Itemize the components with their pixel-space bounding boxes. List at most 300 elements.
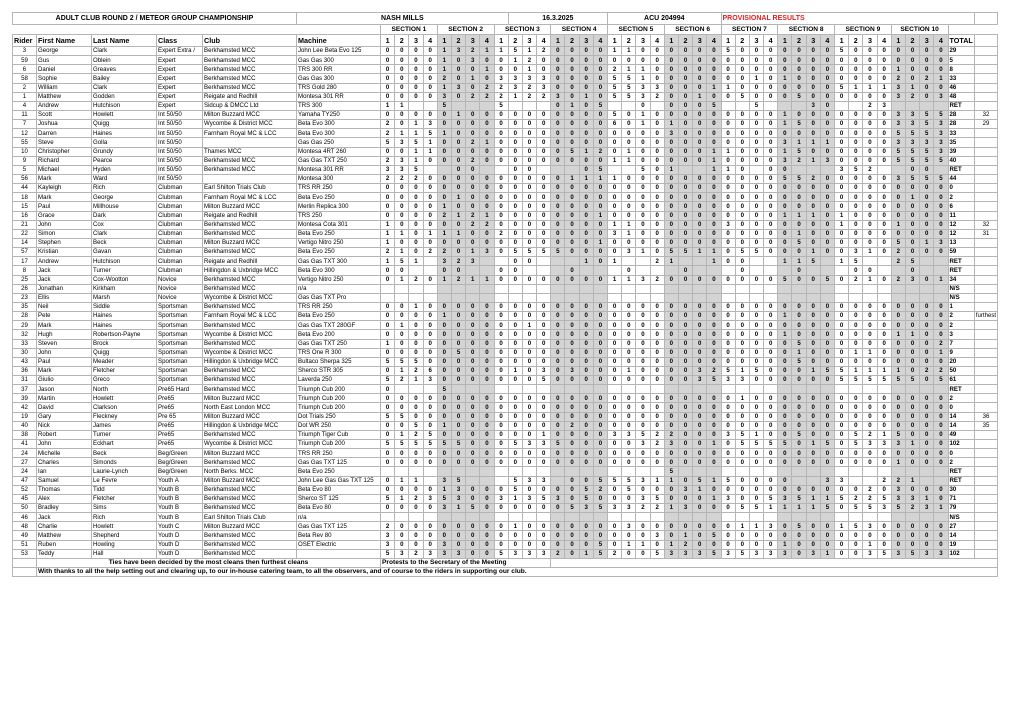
section-score: 0 [792,366,806,375]
section-score: 0 [565,540,579,549]
section-score [508,385,522,394]
section-score: 0 [835,430,849,439]
section-score [693,467,707,476]
section-score: 1 [409,302,423,311]
section-score: 0 [579,540,593,549]
section-score: 0 [636,531,650,540]
section-score: 0 [835,92,849,101]
section-score: 0 [820,458,834,467]
last-name: Haines [92,312,157,321]
section-score: 0 [608,138,622,147]
section-score: 0 [934,412,948,421]
section-score: 5 [508,47,522,56]
section-score: 5 [749,101,763,110]
section-score: 0 [551,47,565,56]
section-score: 0 [565,238,579,247]
section-score: 0 [678,229,692,238]
section-score: 0 [735,403,749,412]
section-score: 0 [664,92,678,101]
section-score: 1 [409,129,423,138]
total-score: N/S [948,513,974,522]
section-score: 0 [849,74,863,83]
section-score: 0 [551,531,565,540]
section-score: 2 [466,156,480,165]
section-score: 0 [494,156,508,165]
last-name: Pearce [92,156,157,165]
section-score: 3 [437,92,451,101]
section-score: 0 [395,330,409,339]
section-score: 3 [508,83,522,92]
section-score: 0 [451,540,465,549]
section-score: 0 [437,430,451,439]
section-score: 0 [608,458,622,467]
section-score [593,467,607,476]
section-score: 0 [664,449,678,458]
section-score: 0 [508,120,522,129]
section-score: 5 [721,366,735,375]
table-row [13,65,998,74]
section-score: 0 [764,74,778,83]
section-score: 0 [806,330,820,339]
section-score: 0 [749,339,763,348]
section-score: 0 [678,321,692,330]
section-score [636,284,650,293]
section-score: 0 [650,330,664,339]
section-score: 0 [693,302,707,311]
section-score: 0 [721,321,735,330]
section-score: 1 [891,220,905,229]
tie-break-note [974,101,997,110]
section-score: 0 [707,504,721,513]
section-score: 0 [764,229,778,238]
section-score: 0 [707,412,721,421]
section-score: 0 [735,531,749,540]
section-score: 1 [395,248,409,257]
section-score: 1 [437,312,451,321]
section-score: 5 [835,47,849,56]
section-score: 0 [650,485,664,494]
last-name: Grundy [92,147,157,156]
section-score: 5 [622,476,636,485]
section-score: 5 [735,92,749,101]
section-score: 5 [451,348,465,357]
section-score: 0 [778,238,792,247]
section-score [863,513,877,522]
last-name: Cox-Wootton [92,275,157,284]
section-score [522,385,536,394]
last-name: Fletcher [92,366,157,375]
section-score: 0 [437,174,451,183]
section-score: 0 [608,302,622,311]
section-score: 0 [806,403,820,412]
section-score: 5 [608,92,622,101]
section-score [678,257,692,266]
section-score: 5 [849,257,863,266]
section-score: 0 [749,147,763,156]
section-score: 1 [877,430,891,439]
section-score: 0 [849,110,863,119]
section-score: 0 [565,312,579,321]
section-score: 3 [934,549,948,558]
section-score: 0 [551,412,565,421]
section-score: 0 [381,83,395,92]
section-score: 0 [806,312,820,321]
tie-break-note [974,485,997,494]
section-score: 0 [650,248,664,257]
section-score: 0 [835,156,849,165]
lap-number: 3 [806,35,820,47]
section-score: 1 [622,156,636,165]
section-score: 0 [877,110,891,119]
section-score: 0 [381,74,395,83]
section-score [622,293,636,302]
last-name: Sims [92,504,157,513]
col-last-name: Last Name [92,35,157,47]
section-score: 0 [395,47,409,56]
section-score: 0 [920,184,934,193]
section-score: 0 [508,348,522,357]
section-score: 0 [437,366,451,375]
section-score: 0 [835,312,849,321]
section-score: 0 [494,202,508,211]
section-score: 0 [537,110,551,119]
section-score: 0 [565,330,579,339]
section-score: 0 [494,238,508,247]
section-score: 5 [565,504,579,513]
club: Berkhamsted MCC [203,385,297,394]
section-score: 0 [749,220,763,229]
rider-number: 29 [13,321,37,330]
section-score: 1 [664,476,678,485]
section-score: 0 [608,449,622,458]
section-score: 0 [451,330,465,339]
rider-number: 53 [13,549,37,558]
section-score: 0 [551,193,565,202]
section-score [437,284,451,293]
section-score: 0 [806,74,820,83]
section-score: 0 [409,83,423,92]
section-score [437,165,451,174]
section-score: 3 [608,504,622,513]
machine: Gas Gas TXT 300 [297,257,381,266]
section-score: 0 [480,421,494,430]
section-score: 0 [749,211,763,220]
section-score: 0 [423,174,437,183]
section-score: 0 [820,330,834,339]
section-score: 0 [593,403,607,412]
section-score: 0 [551,366,565,375]
class: Sportsman [157,348,203,357]
section-score: 0 [778,248,792,257]
section-score: 0 [835,275,849,284]
section-score [636,467,650,476]
section-score: 0 [721,312,735,321]
section-score: 3 [551,92,565,101]
total-score: 2 [948,193,974,202]
section-score: 0 [806,531,820,540]
section-score: 3 [806,101,820,110]
section-score: 0 [905,266,919,275]
section-score [877,165,891,174]
section-score [565,513,579,522]
section-score: 2 [891,476,905,485]
club: Berkhamsted MCC [203,74,297,83]
tie-break-note [974,394,997,403]
table-row [13,248,998,257]
section-score: 0 [905,321,919,330]
section-score: 0 [409,74,423,83]
rider-number: 21 [13,220,37,229]
section-score: 0 [423,275,437,284]
section-score [579,284,593,293]
table-row [13,220,998,229]
section-score: 0 [522,257,536,266]
last-name: George [92,193,157,202]
section-score: 0 [934,522,948,531]
machine: Yamaha TY250 [297,110,381,119]
section-score: 0 [764,321,778,330]
section-score: 0 [650,540,664,549]
section-score: 0 [466,348,480,357]
section-score: 0 [579,312,593,321]
section-score: 0 [835,421,849,430]
section-score: 0 [707,458,721,467]
section-score: 0 [749,421,763,430]
section-score: 0 [565,120,579,129]
section-score: 0 [664,275,678,284]
section-score: 0 [437,348,451,357]
section-score: 0 [792,56,806,65]
section-score [650,284,664,293]
section-score: 0 [920,540,934,549]
section-score [778,467,792,476]
total-score: RET [948,266,974,275]
section-score [820,513,834,522]
section-score: 0 [423,449,437,458]
table-row [13,549,998,558]
section-score: 1 [437,275,451,284]
section-score: 0 [735,330,749,339]
section-score: 1 [664,120,678,129]
section-score: 0 [409,321,423,330]
table-row [13,47,998,56]
section-score: 0 [593,129,607,138]
section-score: 0 [877,275,891,284]
section-score: 1 [863,540,877,549]
section-score: 0 [480,449,494,458]
section-score: 0 [494,220,508,229]
section-score: 0 [451,266,465,275]
permit-number: ACU 204994 [608,13,722,25]
table-row [13,293,998,302]
rider-number: 4 [13,101,37,110]
section-score: 0 [466,376,480,385]
section-score: 5 [934,110,948,119]
section-score: 3 [636,92,650,101]
section-score [920,513,934,522]
section-score [877,385,891,394]
section-score: 0 [693,202,707,211]
section-score: 0 [522,184,536,193]
section-score: 0 [480,504,494,513]
section-score: 0 [764,248,778,257]
section-score: 0 [806,83,820,92]
section-score [551,266,565,275]
class: Clubman [157,257,203,266]
section-score: 0 [863,174,877,183]
section-score: 5 [835,83,849,92]
section-score: 0 [905,339,919,348]
last-name: Haines [92,321,157,330]
section-score: 0 [381,403,395,412]
section-score [820,385,834,394]
section-score [480,513,494,522]
section-score: 0 [466,421,480,430]
rider-number: 58 [13,74,37,83]
section-score: 0 [480,394,494,403]
lap-number: 3 [636,35,650,47]
section-score: 0 [664,522,678,531]
section-score: 0 [721,421,735,430]
section-score: 3 [905,120,919,129]
section-score: 0 [721,184,735,193]
section-score: 0 [849,312,863,321]
first-name: Gus [37,56,92,65]
section-score: 0 [551,302,565,311]
section-score: 0 [409,184,423,193]
section-score: 1 [693,485,707,494]
section-score: 1 [636,120,650,129]
section-score: 2 [934,339,948,348]
section-score: 0 [792,394,806,403]
club: Farnham Royal MC & LCC [203,312,297,321]
section-score: 2 [565,421,579,430]
club: Wycombe & District MCC [203,440,297,449]
section-score: 5 [381,412,395,421]
rider-number: 39 [13,394,37,403]
club: Berkhamsted MCC [203,366,297,375]
section-score: 0 [650,74,664,83]
section-score: 0 [707,202,721,211]
section-score: 0 [466,65,480,74]
section-score: 0 [735,65,749,74]
section-score: 0 [423,403,437,412]
lap-number: 2 [508,35,522,47]
section-score: 0 [579,248,593,257]
table-row [13,522,998,531]
section-score: 0 [508,147,522,156]
section-score: 1 [437,47,451,56]
section-score: 0 [537,403,551,412]
section-score: 0 [678,458,692,467]
section-score: 0 [707,321,721,330]
section-score: 1 [593,238,607,247]
section-score: 0 [381,92,395,101]
section-score: 0 [934,65,948,74]
section-score: 0 [537,302,551,311]
section-score: 0 [664,156,678,165]
section-score: 0 [749,120,763,129]
section-score: 0 [863,321,877,330]
section-score [423,101,437,110]
section-score: 5 [593,101,607,110]
tie-break-note [974,138,997,147]
section-score: 5 [381,357,395,366]
section-score: 0 [381,184,395,193]
section-score: 0 [835,412,849,421]
machine: n/a [297,513,381,522]
section-score [863,467,877,476]
section-score [466,101,480,110]
section-score: 3 [537,440,551,449]
section-score: 0 [920,531,934,540]
section-score: 0 [806,522,820,531]
section-score: 0 [451,248,465,257]
section-score: 0 [551,339,565,348]
section-score: 0 [678,494,692,503]
section-score: 0 [678,430,692,439]
section-score: 0 [820,339,834,348]
section-score: 0 [480,129,494,138]
section-score: 0 [835,348,849,357]
club: Berkhamsted MCC [203,549,297,558]
section-score [863,385,877,394]
section-score: 0 [891,421,905,430]
section-score: 0 [395,302,409,311]
section-score [409,293,423,302]
section-score: 0 [764,449,778,458]
tie-break-note: 31 [974,229,997,238]
section-score: 0 [579,366,593,375]
section-score [622,467,636,476]
tie-break-note [974,430,997,439]
lap-number: 4 [820,35,834,47]
section-score: 0 [451,147,465,156]
machine: Gas Gas TXT 125 [297,458,381,467]
section-score: 1 [820,549,834,558]
class: Sportsman [157,312,203,321]
lap-number: 1 [437,35,451,47]
section-score: 1 [409,120,423,129]
section-score: 1 [806,156,820,165]
section-score: 0 [735,540,749,549]
section-score: 0 [593,531,607,540]
total-score: 0 [948,403,974,412]
section-score: 0 [508,165,522,174]
section-score [693,284,707,293]
section-score: 0 [849,302,863,311]
section-score: 0 [466,302,480,311]
section-score: 0 [480,56,494,65]
tie-break-note [974,129,997,138]
section-score: 3 [806,549,820,558]
section-score: 5 [608,476,622,485]
section-score: 0 [693,120,707,129]
section-score: 3 [622,522,636,531]
machine: Triumph Cub 200 [297,385,381,394]
section-score: 1 [806,494,820,503]
section-score: 0 [764,430,778,439]
section-score: 0 [409,522,423,531]
section-score: 0 [735,302,749,311]
section-score: 0 [579,56,593,65]
section-score: 0 [678,275,692,284]
section-score [437,293,451,302]
section-score: 0 [381,65,395,74]
section-score: 0 [863,449,877,458]
section-score: 0 [749,531,763,540]
section-score: 3 [664,440,678,449]
